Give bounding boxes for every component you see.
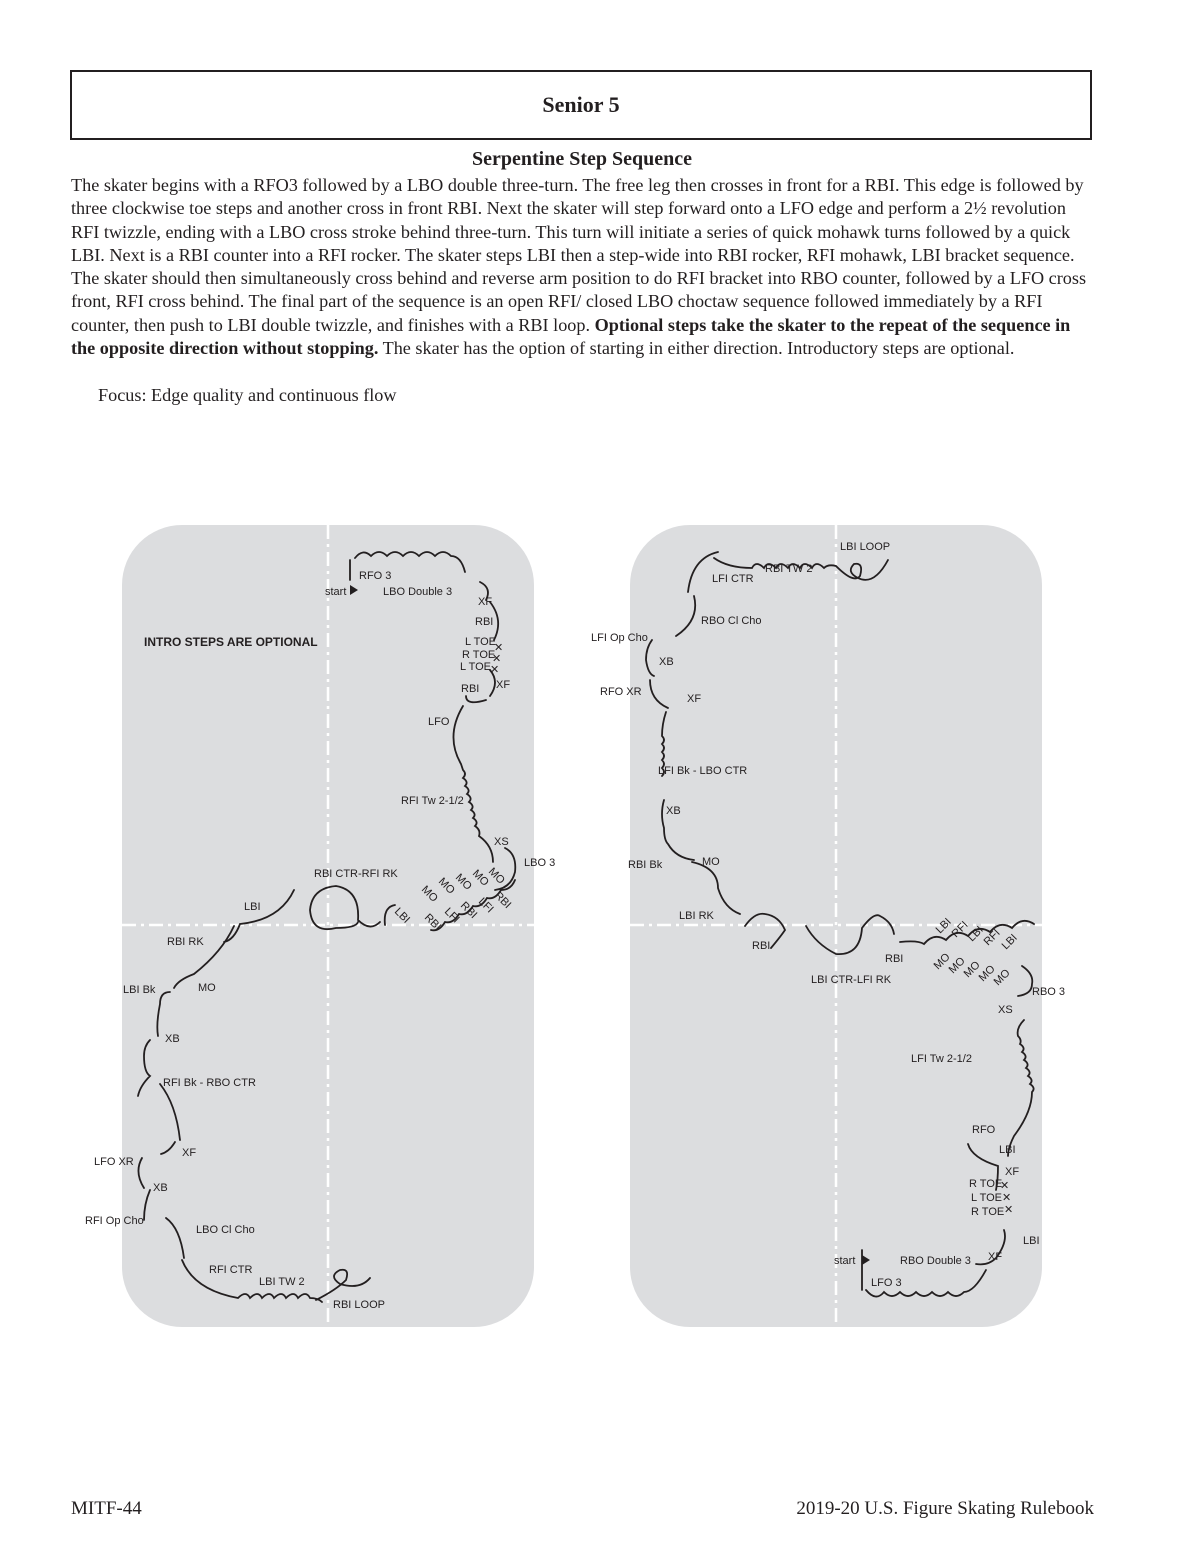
right-rink-diagram — [591, 525, 1065, 1327]
label-lfi: LFI — [475, 895, 496, 916]
label-lfo: LFO — [428, 716, 450, 728]
label-lfo3: LFO 3 — [871, 1277, 902, 1289]
label-rbo-double3: RBO Double 3 — [900, 1255, 971, 1267]
label-lbi: LBI — [1023, 1235, 1040, 1247]
label-mo: MO — [469, 867, 491, 889]
label-lfi: LFI — [441, 905, 462, 926]
label-mo: MO — [702, 856, 720, 868]
label-lbi-rk: LBI RK — [679, 910, 714, 922]
label-l-toe: L TOE — [465, 636, 496, 648]
label-rbi-bk: RBI Bk — [628, 859, 663, 871]
label-lbi: LBI — [965, 923, 986, 945]
label-xf: XF — [478, 596, 493, 608]
label-rbi-loop: RBI LOOP — [333, 1299, 385, 1311]
section-subtitle: Serpentine Step Sequence — [472, 148, 692, 170]
page-title: Senior 5 — [542, 92, 620, 117]
label-start: start — [325, 586, 347, 598]
label-r-toe: R TOE — [462, 649, 496, 661]
description-end: The skater has the option of starting in either direction. Introductory steps are optional. — [378, 338, 1015, 359]
svg-text:✕: ✕ — [1000, 1180, 1010, 1192]
intro-optional-note: INTRO STEPS ARE OPTIONAL — [144, 635, 318, 649]
label-xf: XF — [496, 679, 511, 691]
label-rbi-ctr-rfi-rk: RBI CTR-RFI RK — [314, 868, 398, 880]
label-lbi: LBI — [999, 931, 1020, 953]
label-mo: MO — [485, 865, 507, 887]
label-rbo-cl-cho: RBO Cl Cho — [701, 615, 762, 627]
footer-rulebook: 2019-20 U.S. Figure Skating Rulebook — [796, 1498, 1094, 1519]
label-rfi-twizzle: RFI Tw 2-1/2 — [401, 795, 464, 807]
label-lfo-xr: LFO XR — [94, 1156, 134, 1168]
svg-text:✕: ✕ — [490, 664, 500, 676]
label-rfo3: RFO 3 — [359, 570, 392, 582]
label-xf: XF — [1005, 1166, 1020, 1178]
label-rbi-tw2: RBI TW 2 — [765, 563, 813, 575]
label-lbi: LBI — [244, 901, 261, 913]
description-text: The skater begins with a RFO3 followed by a LBO double three-turn. The free leg then crosses in front for a RBI. This edge is followed by three clockwise toe steps and another cross in front RBI. Next the skater will step forward onto a LFO edge and perform a 2½ revolution RFI twizzle, ending with a LBO cross stroke behind three-turn. This turn will initiate a series of quick mohawk turns followed by a quick LBI. Next is a RBI counter into a RFI rocker. The skater steps LBI then a step-wide into RBI rocker, RFI mohawk, LBI bracket sequence. The skater should then simultaneously cross behind and reverse arm position to do RFI bracket into RBO counter, followed by a LFO cross front, RFI cross behind. The final part of the sequence is an open RFI/ closed LBO choctaw sequence followed immediately by a RFI counter, then push to LBI double twizzle, and finishes with a RBI loop. — [71, 175, 1087, 335]
label-rbo3: RBO 3 — [1032, 986, 1066, 998]
label-mo: MO — [976, 963, 998, 985]
label-l-toe: L TOE — [460, 661, 491, 673]
label-rfi-ctr: RFI CTR — [209, 1264, 253, 1276]
label-rbi: RBI — [885, 953, 904, 965]
label-rbi-rk: RBI RK — [167, 936, 204, 948]
label-xb: XB — [659, 656, 674, 668]
label-xb: XB — [666, 805, 681, 817]
label-lbi-bk: LBI Bk — [123, 984, 156, 996]
label-xf: XF — [988, 1251, 1003, 1263]
label-rfi: RFI — [949, 919, 971, 941]
label-lfi-ctr: LFI CTR — [712, 573, 754, 585]
title-box — [70, 70, 1092, 140]
label-rbi: RBI — [421, 911, 444, 934]
label-r-toe: R TOE — [969, 1178, 1003, 1190]
step-diagrams — [0, 500, 1200, 1350]
label-rfi: RFI — [981, 927, 1003, 949]
label-lbi-ctr-lfi-rk: LBI CTR-LFI RK — [811, 974, 892, 986]
label-xf: XF — [182, 1147, 197, 1159]
label-rfo: RFO — [972, 1124, 996, 1136]
label-mo: MO — [991, 967, 1013, 989]
label-mo: MO — [946, 955, 968, 977]
label-start: start — [834, 1255, 856, 1267]
label-lbo3: LBO 3 — [524, 857, 556, 869]
label-lbo-cl-cho: LBO Cl Cho — [196, 1224, 255, 1236]
left-rink-diagram — [85, 525, 555, 1327]
label-lbo-double3: LBO Double 3 — [383, 586, 453, 598]
label-rbi: RBI — [752, 940, 771, 952]
label-rbi: RBI — [491, 889, 514, 912]
label-lfi-op-cho: LFI Op Cho — [591, 632, 648, 644]
label-r-toe: R TOE — [971, 1206, 1005, 1218]
svg-text:✕: ✕ — [1004, 1204, 1014, 1216]
label-xb: XB — [165, 1033, 180, 1045]
svg-text:✕: ✕ — [494, 642, 504, 654]
svg-text:✕: ✕ — [492, 653, 502, 665]
label-mo: MO — [435, 875, 457, 897]
label-xs: XS — [998, 1004, 1013, 1016]
description-bold: Optional steps take the skater to the repeat of the sequence in the opposite direction without stopping. — [71, 314, 1071, 359]
label-xf: XF — [687, 693, 702, 705]
label-rbi: RBI — [461, 683, 480, 695]
label-lbi: LBI — [999, 1144, 1016, 1156]
focus-line: Focus: Edge quality and continuous flow — [98, 385, 397, 405]
label-mo: MO — [452, 871, 474, 893]
label-l-toe: L TOE — [971, 1192, 1002, 1204]
label-lfi-twizzle: LFI Tw 2-1/2 — [911, 1053, 972, 1065]
label-rfi-op-cho: RFI Op Cho — [85, 1215, 144, 1227]
label-mo: MO — [961, 959, 983, 981]
svg-text:✕: ✕ — [1002, 1192, 1012, 1204]
label-lbi: LBI — [933, 915, 954, 937]
label-mo: MO — [418, 883, 440, 905]
label-rbi: RBI — [475, 616, 494, 628]
label-mo: MO — [198, 982, 216, 994]
label-xs: XS — [494, 836, 509, 848]
label-xb: XB — [153, 1182, 168, 1194]
footer-page-number: MITF-44 — [71, 1498, 142, 1519]
label-rfi-bk-rbo-ctr: RFI Bk - RBO CTR — [163, 1077, 256, 1089]
label-rbi: RBI — [457, 899, 480, 922]
label-mo: MO — [931, 951, 953, 973]
description-paragraph — [71, 174, 1096, 360]
label-rfo-xr: RFO XR — [600, 686, 642, 698]
label-lfi-bk-lbo-ctr: LFI Bk - LBO CTR — [658, 765, 748, 777]
label-lbi-loop: LBI LOOP — [840, 541, 891, 553]
label-lbi-tw2: LBI TW 2 — [259, 1276, 305, 1288]
label-lbi: LBI — [391, 905, 413, 926]
